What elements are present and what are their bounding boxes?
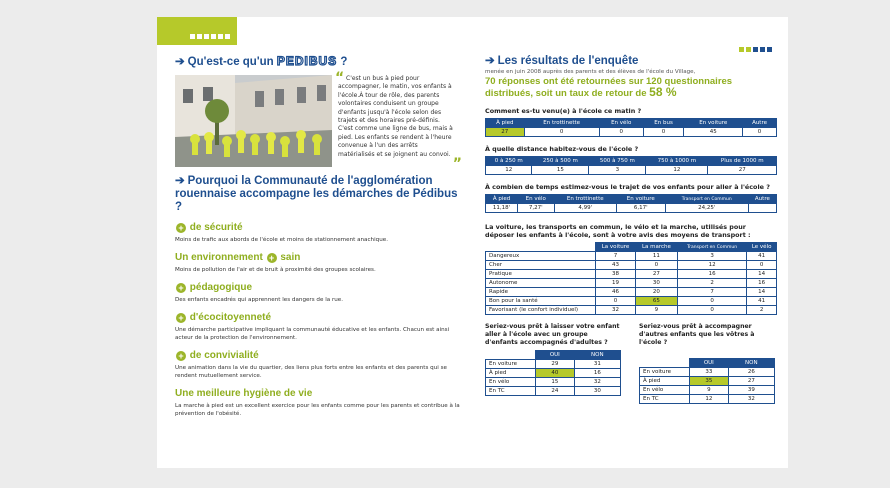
dot [767,47,772,52]
table-travel-time: À pied En vélo En trottinette En voiture Transport en Commun Autre 11,18' 7,27' 4,99' 6,17' 24,25' [485,194,777,213]
plus-icon: + [176,351,186,361]
table-distance: 0 à 250 m 250 à 500 m 500 à 750 m 750 à 1000 m Plus de 1000 m 12 15 3 12 27 [485,156,777,175]
pedibus-logo-text: PEDIBUS [276,54,338,68]
benefit-convivialite: + de convivialité Une animation dans la vie du quartier, des liens plus forts entre les enfants et des parents qui se rendent mutuellement service. [175,350,460,380]
table-row: En voiture 29 31 [486,360,621,369]
survey-subtitle: menée en juin 2008 auprès des parents et des élèves de l'école du Village, [485,69,696,75]
dot [746,47,751,52]
table-row: Favorisant (le confort individuel) 32 9 0 2 [486,306,777,315]
table-row: À pied 35 27 [640,377,775,386]
tab-square [211,34,216,39]
benefit-ecocitoyennete: + d'écocitoyenneté Une démarche participative impliquant la communauté éducative et les enfants. Chacun est ainsi acteur de la protection de l'environnement. [175,312,460,342]
question-1: Comment es-tu venu(e) à l'école ce matin ? [485,107,642,115]
table-row: Rapide 46 20 7 14 [486,288,777,297]
accompany-block [639,323,775,404]
dot [739,47,744,52]
table-accompany: OUI NON En voiture 33 26 À pied 35 27 En vélo 9 39 En TC 12 32 [639,358,775,404]
group-walk-block [485,323,621,396]
tab-square [218,34,223,39]
response-rate: 70 réponses ont été retournées sur 120 questionnaires distribués, soit un taux de retour de 58 % [485,76,733,99]
table-transport-mode: À pied En trottinette En vélo En bus En voiture Autre 27 0 0 0 45 0 [485,118,777,137]
table-row: Cher 43 0 12 0 [486,261,777,270]
table-row: En vélo 15 32 [486,378,621,387]
quote-open-icon: “ [335,70,345,86]
quote-close-icon: ” [452,156,462,172]
question-4: La voiture, les transports en commun, le vélo et la marche, utilisés pour déposer les enfants à l'école, sont à votre avis des moyens de transport : [485,223,751,239]
table-row: Bon pour la santé 0 65 0 41 [486,297,777,306]
table-row: En TC 12 32 [640,395,775,404]
small-tables [485,323,777,403]
arrow-icon: ➔ [175,175,185,187]
table-row: À pied 40 16 [486,369,621,378]
benefit-text: Moins de pollution de l'air et de bruit à proximité des groupes scolaires. [175,267,376,273]
brochure-page [157,17,788,468]
benefit-text: Une démarche participative impliquant la communauté éducative et les enfants. Chacun est ainsi acteur de la protection de l'environnement. [175,327,450,341]
plus-icon: + [176,223,186,233]
table-row: En TC 24 30 [486,387,621,396]
section-title: ➔ Pourquoi la Communauté de l'agglomération rouennaise accompagne les démarches de Pédibus ? [175,175,458,213]
table-row: Dangereux 7 11 3 41 [486,252,777,261]
benefit-text: Moins de trafic aux abords de l'école et moins de stationnement anachique. [175,237,388,243]
benefit-hygiene: Une meilleure hygiène de vie La marche à pied est un excellent exercice pour les enfants comme pour les parents et contribue à la prévention de l'obésité. [175,388,460,417]
table-row: En vélo 9 39 [640,386,775,395]
plus-icon: + [176,283,186,293]
plus-icon: + [267,253,277,263]
question-6: Seriez-vous prêt à accompagner d'autres enfants que les vôtres à l'école ? [639,323,755,346]
results-title: ➔ Les résultats de l'enquête [485,55,639,67]
arrow-icon: ➔ [485,55,495,67]
dot [753,47,758,52]
table-group-walk: OUI NON En voiture 29 31 À pied 40 16 En vélo 15 32 En TC 24 30 [485,350,621,396]
dot [760,47,765,52]
table-row: Autonome 19 30 2 16 [486,279,777,288]
benefit-text: Une animation dans la vie du quartier, des liens plus forts entre les enfants et des parents qui se rendent mutuellement service. [175,365,447,379]
arrow-icon: ➔ [175,56,185,68]
header-tab [157,17,237,45]
right-column [485,55,777,403]
tab-square [225,34,230,39]
header-dots [737,37,772,56]
tab-square [204,34,209,39]
benefit-securite: + de sécurité Moins de trafic aux abords de l'école et moins de stationnement anachique. [175,222,460,244]
benefit-pedagogique: + pédagogique Des enfants encadrés qui apprennent les dangers de la rue. [175,282,460,304]
children-walking-photo [175,75,332,167]
tab-square [190,34,195,39]
table-transport-opinion: La voiture La marche Transport en Commun Le vélo Dangereux 7 11 3 41 Cher 43 0 12 0 Pratique 38 27 16 14 Autonome 19 30 2 16 Rapide 46 20 7 14 Bon pour la santé 0 65 0 41 Favorisant (le confort individuel) 32 9 0 2 [485,242,777,315]
table-row: Pratique 38 27 16 14 [486,270,777,279]
plus-icon: + [176,313,186,323]
table-row: En voiture 33 26 [640,368,775,377]
benefit-text: La marche à pied est un excellent exercice pour les enfants comme pour les parents et contribue à la prévention de l'obésité. [175,403,460,417]
pedibus-title: ➔ Qu'est-ce qu'un PEDIBUS ? [175,54,348,68]
question-2: À quelle distance habitez-vous de l'école ? [485,145,639,153]
left-column [175,55,460,418]
tab-square [197,34,202,39]
intro-text: C'est un bus à pied pour accompagner, le matin, vos enfants à l'école.À tour de rôle, des parents volontaires conduisent un groupe d'enfants jusqu'à l'école selon des trajets et des horaires pré-définis. C'est comme une ligne de bus, mais à pied. Les enfants se rendent à l'heure convenue à l'un des arrêts matérialisés et se joignent au convoi. [338,75,453,158]
question-5: Seriez-vous prêt à laisser votre enfant aller à l'école avec un groupe d'enfants accompagnés d'adultes ? [485,323,620,346]
benefit-text: Des enfants encadrés qui apprennent les dangers de la rue. [175,297,344,303]
benefit-environnement: Un environnement + sain Moins de pollution de l'air et de bruit à proximité des groupes scolaires. [175,252,460,274]
intro-block [175,70,462,172]
question-3: À combien de temps estimez-vous le trajet de vos enfants pour aller à l'école ? [485,183,770,191]
